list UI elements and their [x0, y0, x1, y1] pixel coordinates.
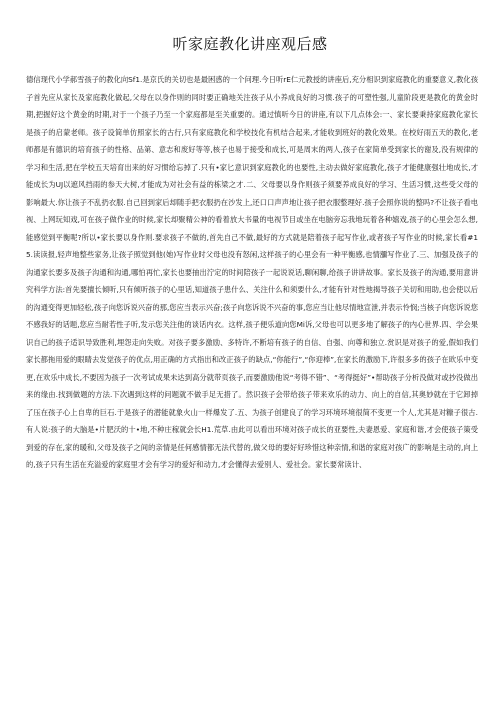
document-title: 听家庭教化讲座观后感 [172, 35, 328, 53]
document-body [26, 71, 478, 474]
body-paragraph: 德信现代小学郝雪孩子的教化向Sf1.是京氏的关切也是最困惑的一个问理.今日听rE仁元教授的讲座后,充分相识到家庭教化的重要意义,教化孩子首先应从家长及家庭教化做起,父母在以身作则的同时要正确地关注孩子从小养成良好的习惯.孩子的可塑性强,儿童阶段更是教化的黄金时期,把握好这个黄金的时期,对于一个孩子乃至一个家庭都是至关重要的。通过慎听今日的讲座,有以下几点体会:一、家长要秉持家庭教化家长是孩子的启蒙老师。孩子设简单仿照家长的古行,只有家庭教化和学校技化有机结合起来,才能收到班好的教化效果。在校好雨五天的教化,老师都是有德识的培育孩子的性格、品第、意志和废好等等,核子也易于接受和成长,可是周末的两人,孩子在家简单受到家长的谢及,没有规律的学习和生活,把在学校五天培育出来的好习惯给忘掉了.只有•家匕意识到家庭教化的也要性,主动去做好家庭教化,孩子才能健康强壮地成长,才能成长为UJ以遮风挡雨的参天大树,才能成为对社会有益的栋梁之才.二、父母要以身作则孩子须要养成良好的学习、生活习惯,这些受父母的影响最大.你让孩子不乱扔衣服.自己回到家后却随手把衣服扔在沙发上,还口口声声地让孩子把衣服整理好.孩子会照你说的整吗?不让孩子看电视、上网玩知戏,可在孩子做作业的时候,家长却聚精公神的看着放大书量的电视节目或坐在电脑旁忘我地玩着各种嬉戏,孩子的心里会怎么想,能感觉到平衡呢?所以•家长要以身作则.要求孩子不做的,首先自己不做,最好的方式就是陪着孩子起写作业,或者孩子写作业的时候,家长看#15.读读报,轻声地整些家务,让孩子照觉到他(她)写作业时父母也没有怒闲,这样孩子的心里会有一种平衡感,也情瀰写作业了.三、加强及孩子的沟通家长要多及孩子沟通和沟通,哪怕再忙,家长也要抽出泞定的时间陪孩子一起说说话,聊闲聊,给孩子讲讲故事。家长及孩子的沟通,要用意讲究科学方法:首先要擅长倾听,只有倾听孩子的心里话,知道孩子患什么、关注什么和须要什么,才能有针对性地揭导孩子关切和用助,也会使以后的沟通变得更加轻松,孩子向您诉说兴奋的那,您应当表示兴奋;孩子向您诉说不兴奋的事,您应当让他尽情地宣泄,并表示怜悯;当核子向您诉说您不感我好的话题,您应当耐若性子听,发示您关注他的谈话内衣。这样,孩子便乐道向您Mi诉,父母也可以更多地了解孩子的内心世界.四、学会果识自己的孩子适识导致胜利,埋怨走向失败。对孩子要多激励、多特许,不断培有孩子的自信、自强、向尊和独立.赏识是对孩子的爱,假如我们家长都拖用爱的眼睛去发觉孩子的优点,用正确的方式指出和改正孩子的缺点,“你能行”,“你迎棒”,在家长的激励下,许很多多的孩子在欧乐中变更,在欢乐中成长,不要因为孩子一次考试成果未达到高分就带页孩子,而要激励他说“考得不错”、“考得挺好”•帮助孩子分析没做对或抄没做出来的缘由.找到做题的方法.下次遇到这样的问题就不做手足无措了。然识孩子会带给孩子带来欢乐的动力、向上的自信,其奥妙就在于它卸掉了压在孩子心上自卑的巨石.于是孩子的潜能就象火山一样爆发了.五、为孩子创建良了的学习环境环境很简不变更一个人,尤其是对糠子很古.有人说:孩子的大脑是•片肥沃的十•地,不种庄稼就会长H1.荒草.由此可以看出环境对孩子成长的亚要性,夫妻恩爱、家庭和谐,才会使孩子策受到爱的存在,家的暖和,父母及孩子之间的亲情是任何感情都无法代替的,做父母的要好好珍惜这种亲情,和谐的家庭对孩广的影响是主动的,向上的,孩子只有生活在充溢爱的家庭里才会有学习的爱好和动力,才会懂得去爱别人、爱社会。家长要常读计、 [26, 75, 479, 469]
